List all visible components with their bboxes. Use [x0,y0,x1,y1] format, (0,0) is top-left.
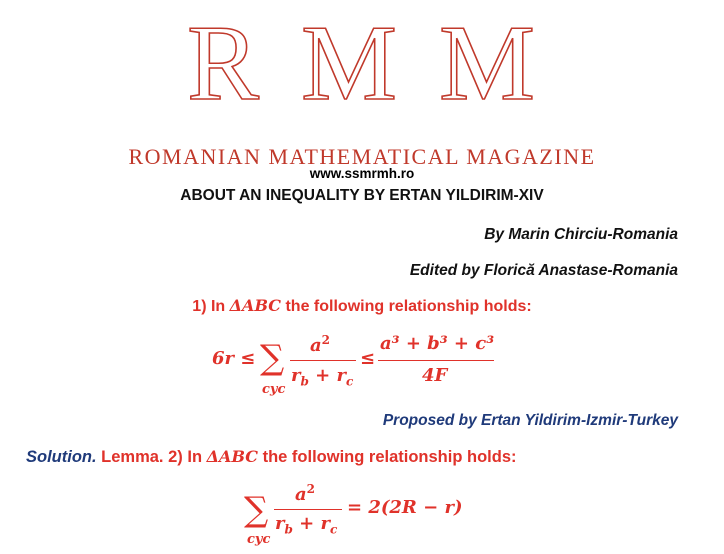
editor-line: Edited by Florică Anastase-Romania [409,262,678,279]
formula1-cyc: cyc [262,382,286,397]
formula2-numerator: $a^2$ [295,482,316,505]
author-line: By Marin Chirciu-Romania [484,226,678,243]
formula1-rhs-numerator: a³ + b³ + c³ [380,333,495,354]
formula1-fraction-bar [290,360,356,361]
formula1-leq: ≤ [360,348,376,369]
problem-statement [0,296,724,316]
article-title: ABOUT AN INEQUALITY BY ERTAN YILDIRIM-XIV [180,187,544,204]
formula2-denominator: $r_b + r_c$ [275,513,338,537]
formula1-lhs: 6r ≤ [212,348,256,369]
logo-letter-m2: M [439,4,538,123]
magazine-name: ROMANIAN MATHEMATICAL MAGAZINE [128,144,596,169]
rmm-logo [0,4,724,123]
logo-letter-r: R [186,4,261,123]
formula1-rhs-denominator: 4F [422,365,448,386]
website-url: www.ssmrmh.ro [309,166,415,181]
formula2-cyc: cyc [247,532,271,547]
formula2-fraction-bar [274,509,342,510]
solution-line [26,447,517,467]
lemma-triangle: ΔABC [206,447,258,466]
solution-word: Solution. [26,448,97,466]
formula1-rhs-fraction-bar [378,360,494,361]
lemma-suffix: the following relationship holds: [258,448,517,466]
lemma-text: Lemma. 2) In [96,448,207,466]
problem-prefix: 1) In [192,298,230,315]
formula2-rhs: = 2(2R − r) [347,497,463,518]
formula1-sigma: ∑ [260,338,285,378]
formula1-numerator: $a^2$ [310,333,331,356]
formula2-sigma: ∑ [244,490,269,530]
formula1-denominator: $r_b + r_c$ [291,365,354,389]
proposed-by: Proposed by Ertan Yildirim-Izmir-Turkey [382,412,678,429]
problem-triangle: ΔABC [229,296,282,315]
problem-suffix: the following relationship holds: [281,298,532,315]
logo-letter-m1: M [300,4,400,123]
